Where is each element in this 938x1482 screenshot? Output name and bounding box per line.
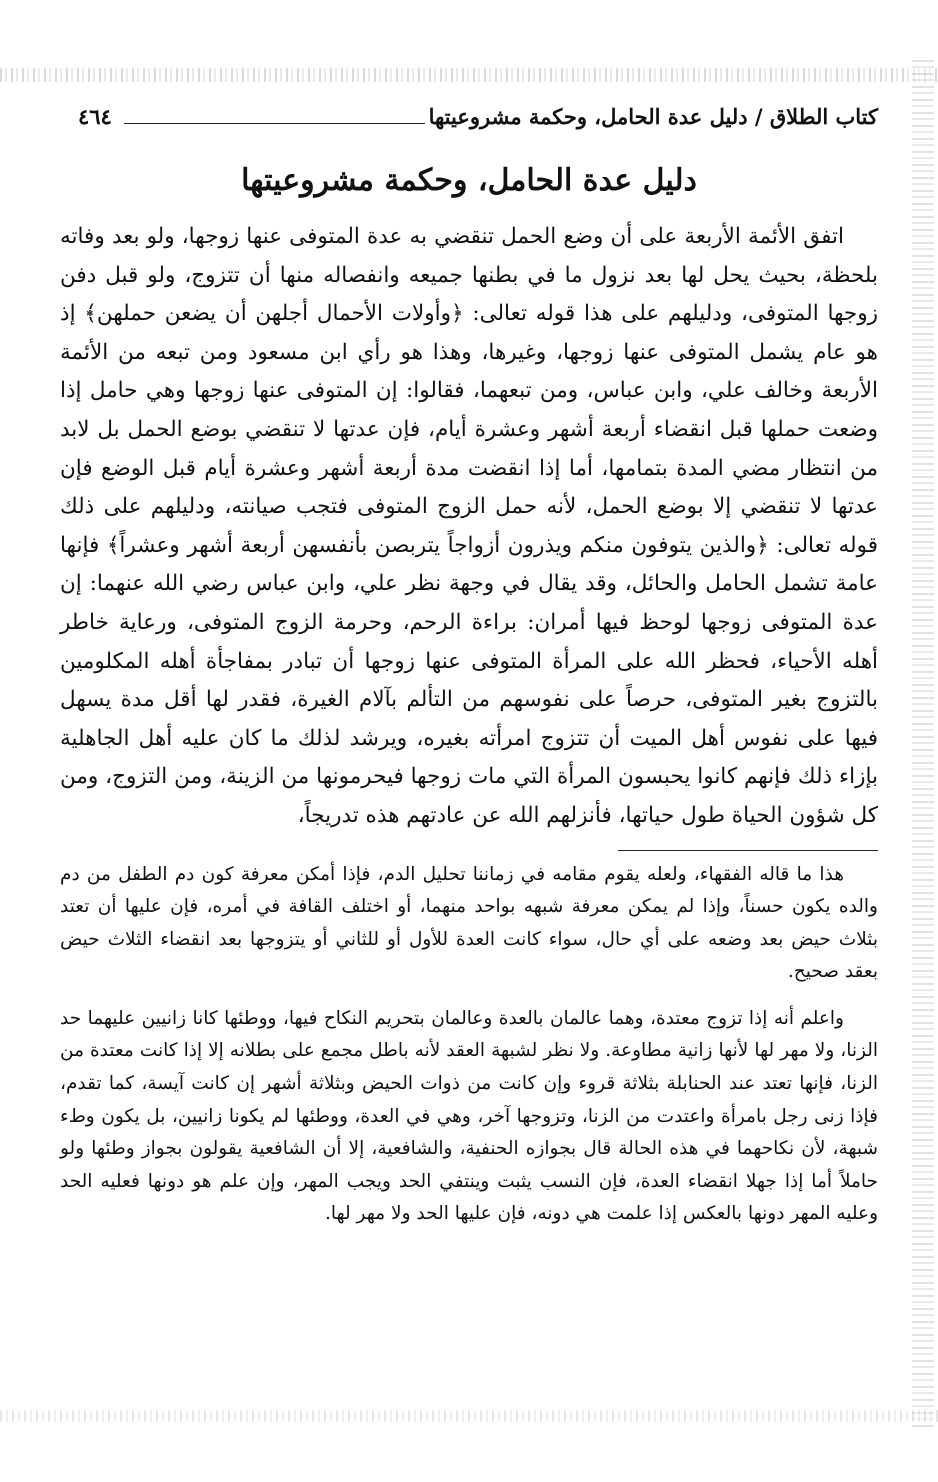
scan-edge-right	[912, 60, 934, 1430]
page-number: ٤٦٤	[78, 104, 112, 129]
footnote-separator	[618, 850, 878, 851]
header-rule	[124, 109, 425, 124]
footnote-2: واعلم أنه إذا تزوج معتدة، وهما عالمان بالعدة وعالمان بتحريم النكاح فيها، ووطئها كانا زانيين عليهما حد الزنا، ولا مهر لها لأنها زانية مطاوعة. ولا نظر لشبهة العقد لأنه باطل مجمع على بطلانه إلا إذا كانت معتدة من الزنا، فإنها تعتد عند الحنابلة بثلاثة قروء وإن كانت من ذوات الحيض وبثلاثة أشهر إن كانت آيسة، كما تقدم، فإذا زنى رجل بامرأة واعتدت من الزنا، وتزوجها آخر، وهي في العدة، ووطئها لم يكونا زانيين، بل يكون وطء شبهة، لأن نكاحهما في هذه الحالة قال بجوازه الحنفية، والشافعية، إلا أن الشافعية يقولون بجواز وطئها ولو حاملاً أما إذا جهلا انقضاء العدة، فإن النسب يثبت وينتفي الحد ويجب المهر، وإن علم هو دونها فعليه الحد وعليه المهر دونها بالعكس إذا علمت هي دونه، فإن عليها الحد ولا مهر لها.	[60, 1007, 878, 1225]
scan-edge-bottom	[0, 1410, 938, 1422]
scan-edge-top	[0, 68, 938, 82]
book-page	[60, 104, 878, 1404]
running-header	[60, 104, 878, 144]
footnote-1: هذا ما قاله الفقهاء، ولعله يقوم مقامه في زماننا تحليل الدم، فإذا أمكن معرفة كون دم الطفل من دم والده يكون حسناً، وإذا لم يمكن معرفة شبهه بواحد منهما، أو اختلف القافة في أمره، فإن عليها أن تعتد بثلاث حيض بعد وضعه على أي حال، سواء كانت العدة للأول أو للثاني أو يتزوجها بعد انقضاء الثلاث حيض بعقد صحيح.	[60, 863, 878, 983]
section-title: دليل عدة الحامل، وحكمة مشروعيتها	[241, 163, 697, 198]
running-title: كتاب الطلاق / دليل عدة الحامل، وحكمة مشروعيتها	[428, 104, 878, 129]
body-paragraph: اتفق الأئمة الأربعة على أن وضع الحمل تنقضي به عدة المتوفى عنها زوجها، ولو بعد وفاته بلحظة، بحيث يحل لها بعد نزول ما في بطنها جميعه وانفصاله منها أن تتزوج، ولو قبل دفن زوجها المتوفى، ودليلهم على هذا قوله تعالى: ﴿وأولات الأحمال أجلهن أن يضعن حملهن﴾ إذ هو عام يشمل المتوفى عنها زوجها، وغيرها، وهذا هو رأي ابن مسعود ومن تبعه من الأئمة الأربعة وخالف علي، وابن عباس، ومن تبعهما، فقالوا: إن المتوفى عنها زوجها وهي حامل إذا وضعت حملها قبل انقضاء أربعة أشهر وعشرة أيام، فإن عدتها لا تنقضي بوضع الحمل بل لابد من انتظار مضي المدة بتمامها، أما إذا انقضت مدة أربعة أشهر وعشرة أيام قبل الوضع فإن عدتها لا تنقضي إلا بوضع الحمل، لأنه حمل الزوج المتوفى فتجب صيانته، ودليلهم على ذلك قوله تعالى: ﴿والذين يتوفون منكم ويذرون أزواجاً يتربصن بأنفسهن أربعة أشهر وعشراً﴾ فإنها عامة تشمل الحامل والحائل، وقد يقال في وجهة نظر علي، وابن عباس رضي الله عنهما: إن عدة المتوفى زوجها لوحظ فيها أمران: براءة الرحم، وحرمة الزوج المتوفى، ورعاية خاطر أهله الأحياء، فحظر الله على المرأة المتوفى عنها زوجها أن تبادر بمفاجأة أهله المكلومين بالتزوج بغير المتوفى، حرصاً على نفوسهم من التألم بآلام الغيرة، فقدر لها أقل مدة يسهل فيها على نفوس أهل الميت أن تتزوج امرأته بغيره، ويرشد لذلك ما كان عليه أهل الجاهلية بإزاء ذلك فإنهم كانوا يحبسون المرأة التي مات زوجها فيحرمونها من الزينة، ومن التزوج، ومن كل شؤون الحياة طول حياتها، فأنزلهم الله عن عادتهم هذه تدريجاً،	[60, 224, 878, 828]
footnotes	[60, 859, 878, 1232]
main-text	[60, 218, 878, 836]
